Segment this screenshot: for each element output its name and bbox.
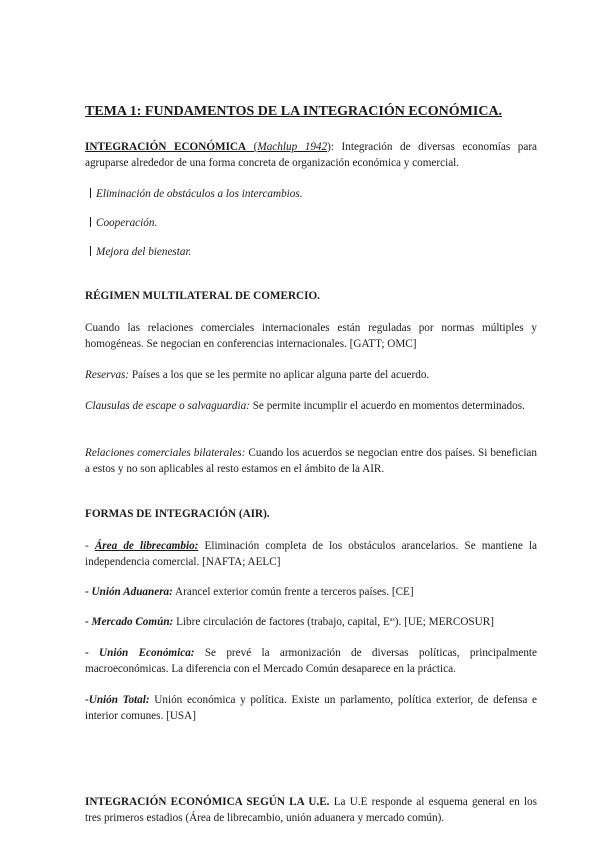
formas-item-mercado-comun: - Mercado Común: Libre circulación de factores (trabajo, capital, $E^{as}$). [UE; MERCOSUR] [85, 616, 494, 628]
section-heading-formas: FORMAS DE INTEGRACIÓN (AIR). [85, 508, 270, 520]
formas-item-union-total: -Unión Total: Unión económica y política. Existe un parlamento, política exterior, de defensa e interior comunes. [USA] [85, 694, 537, 722]
formas-item-union-economica: - Unión Económica: Se prevé la armonización de diversas políticas, principalmente macroeconómicas. La diferencia con el Mercado Común desaparece en la práctica. [85, 647, 537, 675]
bullet-marker [90, 188, 91, 198]
section-heading-ue: INTEGRACIÓN ECONÓMICA SEGÚN LA U.E. [85, 796, 330, 808]
ue-paragraph: INTEGRACIÓN ECONÓMICA SEGÚN LA U.E. La U.E responde al esquema general en los tres primeros estadios (Área de librecambio, unión aduanera y mercado común). [85, 796, 537, 824]
regimen-item-reservas: Reservas: Países a los que se les permite no aplicar alguna parte del acuerdo. [85, 369, 430, 381]
page-title: TEMA 1: FUNDAMENTOS DE LA INTEGRACIÓN ECONÓMICA. [85, 104, 503, 119]
section-heading-regimen: RÉGIMEN MULTILATERAL DE COMERCIO. [85, 290, 320, 302]
integration-definition: INTEGRACIÓN ECONÓMICA (Machlup 1942): Integración de diversas economías para agruparse alrededor de una forma concreta de organización económica y comercial. [85, 141, 538, 169]
bullet-marker [90, 246, 91, 256]
bullet-marker [90, 217, 91, 227]
bullet-item: Mejora del bienestar. [90, 244, 191, 260]
regimen-item-bilaterales: Relaciones comerciales bilaterales: Cuando los acuerdos se negocian entre dos países. Si benefician a estos y no son aplicables al resto estamos en el ámbito de la AIR. [85, 447, 537, 475]
formas-item-librecambio: - Área de librecambio: Eliminación completa de los obstáculos arancelarios. Se mantiene la independencia comercial. [NAFTA; AELC] [85, 540, 537, 568]
author-citation: Machlup 1942 [257, 141, 328, 153]
regimen-intro: Cuando las relaciones comerciales internacionales están reguladas por normas múltiples y homogéneas. Se negocian en conferencias internacionales. [GATT; OMC] [85, 322, 537, 350]
bullet-item: Eliminación de obstáculos a los intercambios. [90, 186, 303, 202]
formas-item-aduanera: - Unión Aduanera: Arancel exterior común frente a terceros países. [CE] [85, 586, 414, 598]
regimen-item-clausulas: Clausulas de escape o salvaguardia: Se permite incumplir el acuerdo en momentos determinados. [85, 400, 525, 412]
integration-term: INTEGRACIÓN ECONÓMICA [85, 141, 247, 153]
bullet-item: Cooperación. [90, 215, 157, 231]
